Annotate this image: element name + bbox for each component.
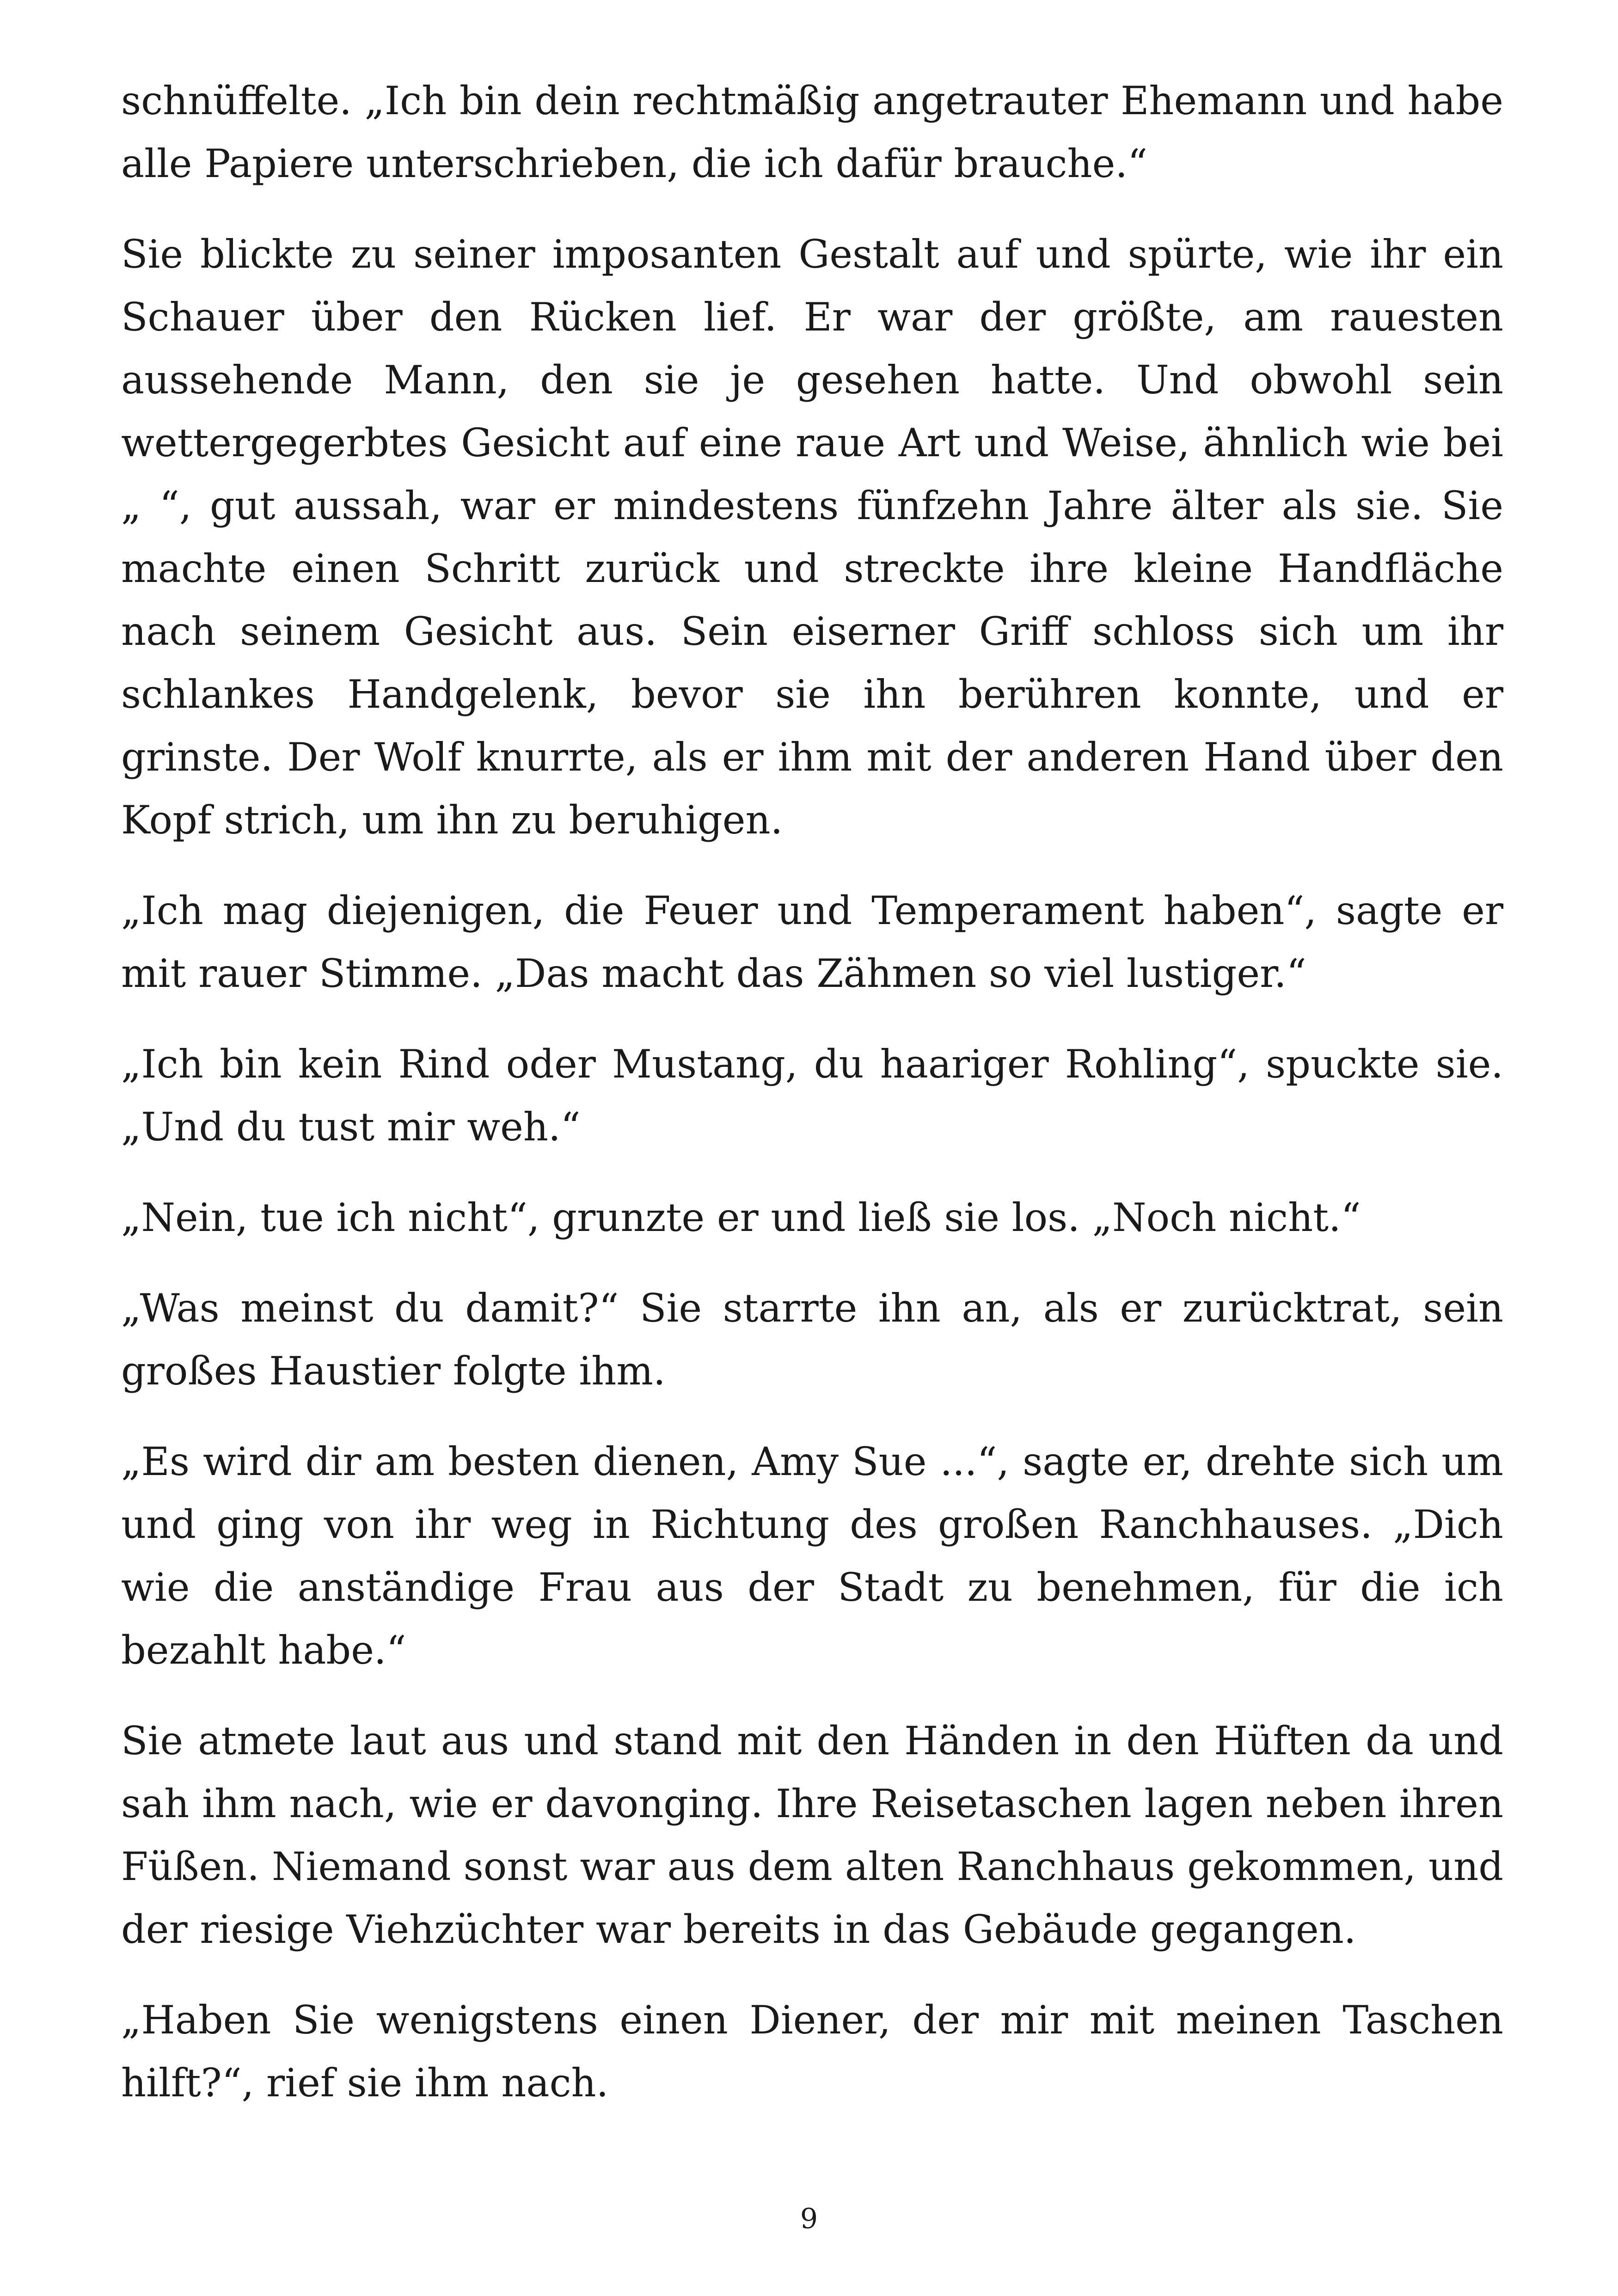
- paragraph: „Ich bin kein Rind oder Mustang, du haariger Rohling“, spuckte sie. „Und du tust mir weh.“: [121, 1041, 1503, 1150]
- paragraph: „Ich mag diejenigen, die Feuer und Temperament haben“, sagte er mit rauer Stimme. „Das macht das Zähmen so viel lustiger.“: [121, 888, 1503, 996]
- paragraph: Sie blickte zu seiner imposanten Gestalt auf und spürte, wie ihr ein Schauer über den Rücken lief. Er war der größte, am rauesten aussehende Mann, den sie je gesehen hatte. Und obwohl sein wettergegerbtes Gesicht auf eine raue Art und Weise, ähnlich wie bei „ “, gut aussah, war er mindestens fünfzehn Jahre älter als sie. Sie machte einen Schritt zurück und streckte ihre kleine Handfläche nach seinem Gesicht aus. Sein eiserner Griff schloss sich um ihr schlankes Handgelenk, bevor sie ihn berühren konnte, und er grinste. Der Wolf knurrte, als er ihm mit der anderen Hand über den Kopf strich, um ihn zu beruhigen.: [121, 232, 1503, 843]
- paragraph: „Was meinst du damit?“ Sie starrte ihn an, als er zurücktrat, sein großes Haustier folgte ihm.: [121, 1286, 1503, 1394]
- paragraph: schnüffelte. „Ich bin dein rechtmäßig angetrauter Ehemann und habe alle Papiere unterschrieben, die ich dafür brauche.“: [121, 78, 1503, 186]
- paragraph: Sie atmete laut aus und stand mit den Händen in den Hüften da und sah ihm nach, wie er davonging. Ihre Reisetaschen lagen neben ihren Füßen. Niemand sonst war aus dem alten Ranchhaus gekommen, und der riesige Viehzüchter war bereits in das Gebäude gegangen.: [121, 1718, 1503, 1952]
- paragraph: „Es wird dir am besten dienen, Amy Sue ...“, sagte er, drehte sich um und ging von ihr weg in Richtung des großen Ranchhauses. „Dich wie die anständige Frau aus der Stadt zu benehmen, für die ich bezahlt habe.“: [121, 1439, 1503, 1673]
- paragraph: „Nein, tue ich nicht“, grunzte er und ließ sie los. „Noch nicht.“: [121, 1195, 1361, 1240]
- body-text: [121, 69, 1503, 2142]
- page-number: 9: [800, 2203, 818, 2235]
- paragraph: „Haben Sie wenigstens einen Diener, der mir mit meinen Taschen hilft?“, rief sie ihm nach.: [121, 1997, 1503, 2106]
